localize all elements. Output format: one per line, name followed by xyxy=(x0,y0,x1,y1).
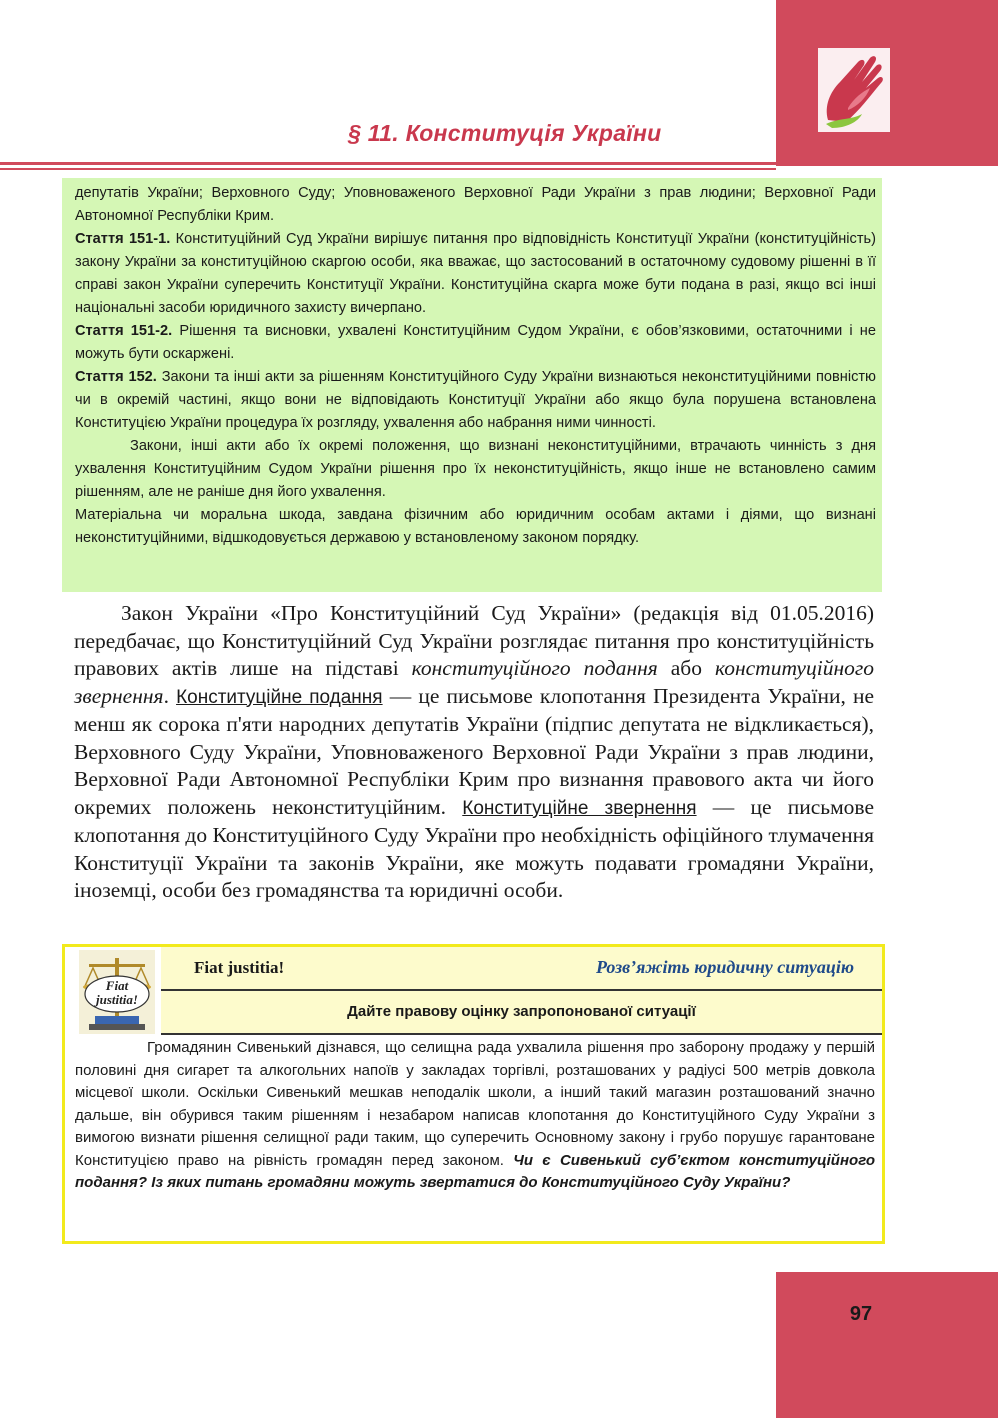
text-run: Закон України «Про Конституційний Суд України» (редакція від 01.05.2016) передбачає, що Конституційний Суд України розглядає питання про конституційність правових актів лише на підставі xyxy=(74,601,874,680)
text-run: . xyxy=(163,683,177,708)
icon-text: Fiat xyxy=(105,978,129,993)
italic-term: конституційного подання xyxy=(411,656,658,680)
body-paragraph xyxy=(74,600,874,905)
text-run: або xyxy=(657,656,715,680)
article-151-2 xyxy=(75,320,876,366)
solve-situation-label: Розв’яжіть юридичну ситуацію xyxy=(595,957,854,977)
hand-logo xyxy=(818,48,890,132)
highlighted-term: Конституційне подання xyxy=(176,686,383,708)
article-label: Стаття 152. xyxy=(75,369,157,385)
legal-case-box xyxy=(62,944,885,1244)
article-text: Конституційний Суд України вирішує питання про відповідність Конституції України (конституційність) закону України за конституційною скаргою особи, яка вважає, що застосований в остаточному судовому рішенні в її справі закон України суперечить Конституції України. Конституційна скарга може бути подана в разі, якщо всі інші національні засоби юридичного захисту вичерпано. xyxy=(75,231,876,316)
scales-of-justice-icon xyxy=(79,950,155,1034)
text-run: — це письмове клопотання Президента України, не менш як сорока п'яти народних депутатів України (підпис депутата не відкликається), Верховного Суду України, Уповноваженого Верховної Ради України з прав людини, Верховної Ради Автономної Республіки Крим про визнання правового акта чи його окремих положень неконституційним. xyxy=(74,683,874,819)
article-text: Закони та інші акти за рішенням Конституційного Суду України визнаються неконституційними повністю чи в окремій частині, якщо вони не відповідають Конституції України або якщо була порушена встановлена Конституцією України процедура їх розгляду, ухвалення або набрання ними чинності. xyxy=(75,369,876,431)
article-label: Стаття 151-1. xyxy=(75,231,171,247)
main-paragraph xyxy=(74,600,874,905)
case-question: Чи є Сивенький суб’єктом конституційного подання? Із яких питань громадяни можуть звертатися до Конституційного Суду України? xyxy=(75,1151,875,1191)
header-rule xyxy=(0,162,776,165)
constitution-excerpt xyxy=(62,178,882,592)
highlighted-term: Конституційне звернення xyxy=(462,797,697,819)
bottom-right-color-band xyxy=(776,1272,998,1418)
article-label: Стаття 151-2. xyxy=(75,323,173,339)
icon-text: justitia! xyxy=(96,992,138,1007)
article-152 xyxy=(75,366,876,435)
italic-term: конституційного звернення xyxy=(74,656,875,708)
case-description: Громадянин Сивенький дізнався, що селищна рада ухвалила рішення про заборону продажу у першій половині дня сигарет та алкогольних напоїв у закладах торгівлі, розташованих у радіусі 500 метрів довкола місцевої школи. Оскільки Сивенький мешкав неподалік школи, а інший такий магазин розташований значно дальше, він обурився таким рішенням і незабаром написав клопотання до Конституційного Суду України з вимогою визнати рішення селищної ради таким, що суперечить Основному закону і грубо порушує гарантоване Конституцією право на рівність громадян перед законом. xyxy=(75,1039,875,1169)
text-run: — це письмове клопотання до Конституційного Суду України про необхідність офіційного тлумачення Конституції України та законів України, яке можуть подавати громадяни України, іноземці, особи без громадянства та юридичні особи. xyxy=(74,794,874,902)
header-rule-secondary xyxy=(0,168,776,170)
case-text xyxy=(75,1037,875,1195)
excerpt-paragraph: депутатів України; Верховного Суду; Уповноваженого Верховної Ради України з прав людини; Верховної Ради Автономної Республіки Крим. xyxy=(75,185,876,224)
hand-icon xyxy=(818,48,890,132)
article-text: Рішення та висновки, ухвалені Конституційним Судом України, є обов’язковими, остаточними і не можуть бути оскаржені. xyxy=(75,323,876,362)
fiat-justitia-label: Fiat justitia! xyxy=(194,958,285,977)
page-number: 97 xyxy=(849,1303,873,1325)
chapter-title: § 11. Конституція України xyxy=(348,120,662,146)
case-subheader: Дайте правову оцінку запропонованої ситуації xyxy=(161,991,882,1035)
case-body xyxy=(75,1037,875,1195)
excerpt-paragraph: Матеріальна чи моральна шкода, завдана фізичним або юридичним особам актами і діями, що визнані неконституційними, відшкодовується державою у встановленому законом порядку. xyxy=(75,507,876,546)
case-header xyxy=(161,947,882,991)
article-151-1 xyxy=(75,228,876,320)
excerpt-paragraph: Закони, інші акти або їх окремі положення, що визнані неконституційними, втрачають чинність з дня ухвалення Конституційним Судом України рішення про їх неконституційність, якщо інше не встановлено самим рішенням, але не раніше дня його ухвалення. xyxy=(75,438,876,500)
